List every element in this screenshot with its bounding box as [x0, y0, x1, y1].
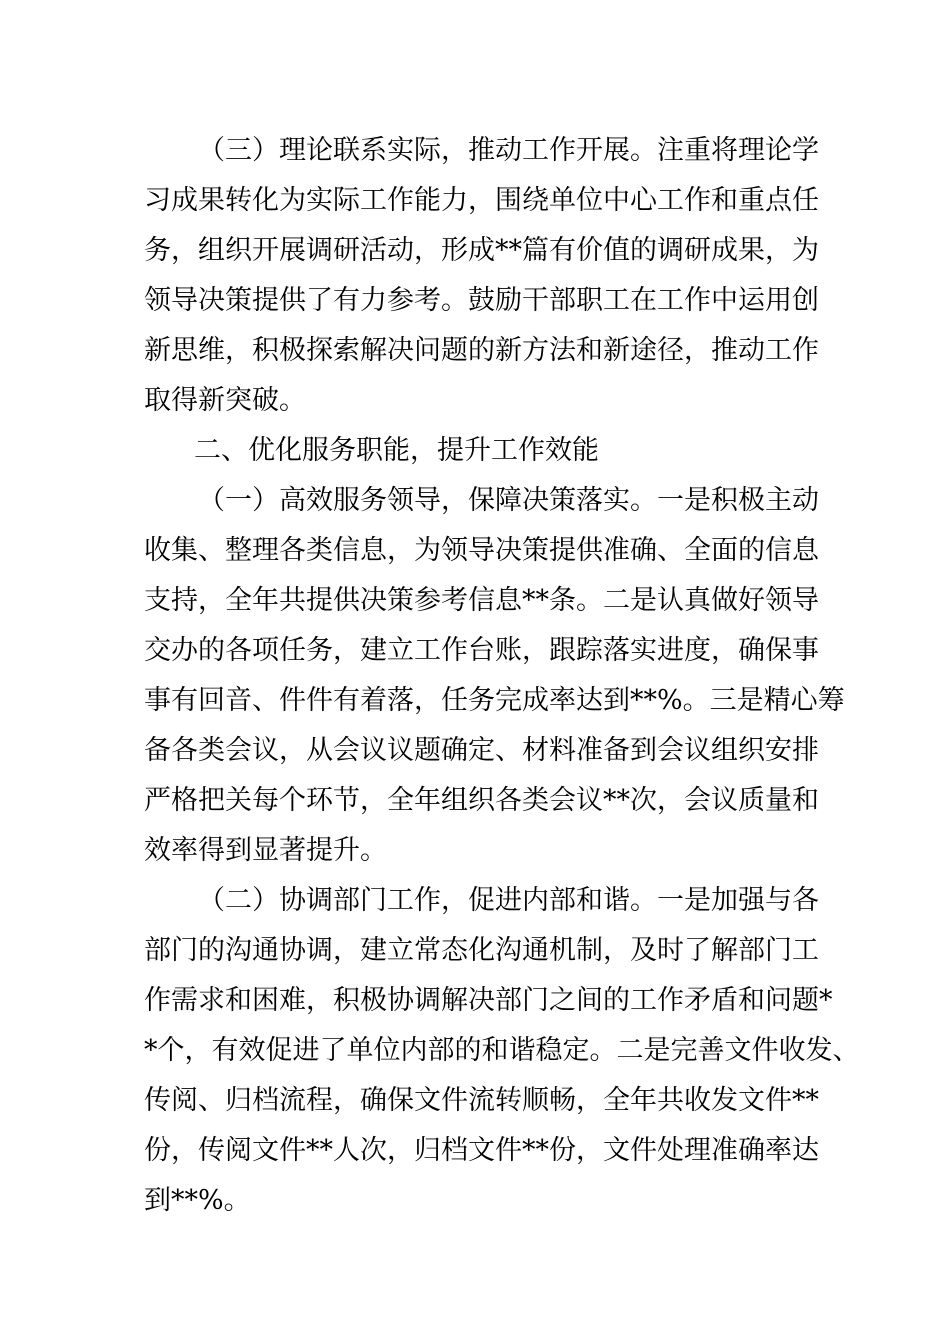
paragraph-line: 份，传阅文件**人次，归档文件**份，文件处理准确率达: [144, 1135, 819, 1166]
paragraph-line: 领导决策提供了有力参考。鼓励干部职工在工作中运用创: [144, 285, 819, 316]
paragraph-coordinate-departments: [144, 876, 860, 1226]
paragraph-line: *个，有效促进了单位内部的和谐稳定。二是完善文件收发、: [144, 1035, 860, 1066]
paragraph-line: 务，组织开展调研活动，形成**篇有价值的调研成果，为: [144, 235, 819, 266]
paragraph-line: 效率得到显著提升。: [144, 835, 387, 866]
paragraph-line: 传阅、归档流程，确保文件流转顺畅，全年共收发文件**: [144, 1085, 819, 1116]
section-heading: [144, 426, 816, 476]
paragraph-line: 备各类会议，从会议议题确定、材料准备到会议组织安排: [144, 735, 819, 766]
paragraph-line: 取得新突破。: [144, 385, 306, 416]
paragraph-line: 交办的各项任务，建立工作台账，跟踪落实进度，确保事: [144, 635, 819, 666]
paragraph-line: 事有回音、件件有着落，任务完成率达到**%。三是精心筹: [144, 685, 845, 716]
paragraph-line: 部门的沟通协调，建立常态化沟通机制，及时了解部门工: [144, 935, 819, 966]
paragraph-line: 收集、整理各类信息，为领导决策提供准确、全面的信息: [144, 535, 819, 566]
paragraph-line: 新思维，积极探索解决问题的新方法和新途径，推动工作: [144, 335, 819, 366]
heading-line: 二、优化服务职能，提升工作效能: [194, 435, 599, 466]
paragraph-line: 作需求和困难，积极协调解决部门之间的工作矛盾和问题*: [144, 985, 833, 1016]
paragraph-line: （三）理论联系实际，推动工作开展。注重将理论学: [198, 135, 819, 166]
document-body: [144, 126, 860, 1226]
paragraph-line: 到**%。: [144, 1185, 251, 1216]
paragraph-serve-leadership: [144, 476, 845, 876]
paragraph-line: 习成果转化为实际工作能力，围绕单位中心工作和重点任: [144, 185, 819, 216]
paragraph-line: 严格把关每个环节，全年组织各类会议**次，会议质量和: [144, 785, 819, 816]
paragraph-theory-practice: [144, 126, 819, 426]
paragraph-line: （一）高效服务领导，保障决策落实。一是积极主动: [198, 485, 819, 516]
paragraph-line: 支持，全年共提供决策参考信息**条。二是认真做好领导: [144, 585, 819, 616]
paragraph-line: （二）协调部门工作，促进内部和谐。一是加强与各: [198, 885, 819, 916]
